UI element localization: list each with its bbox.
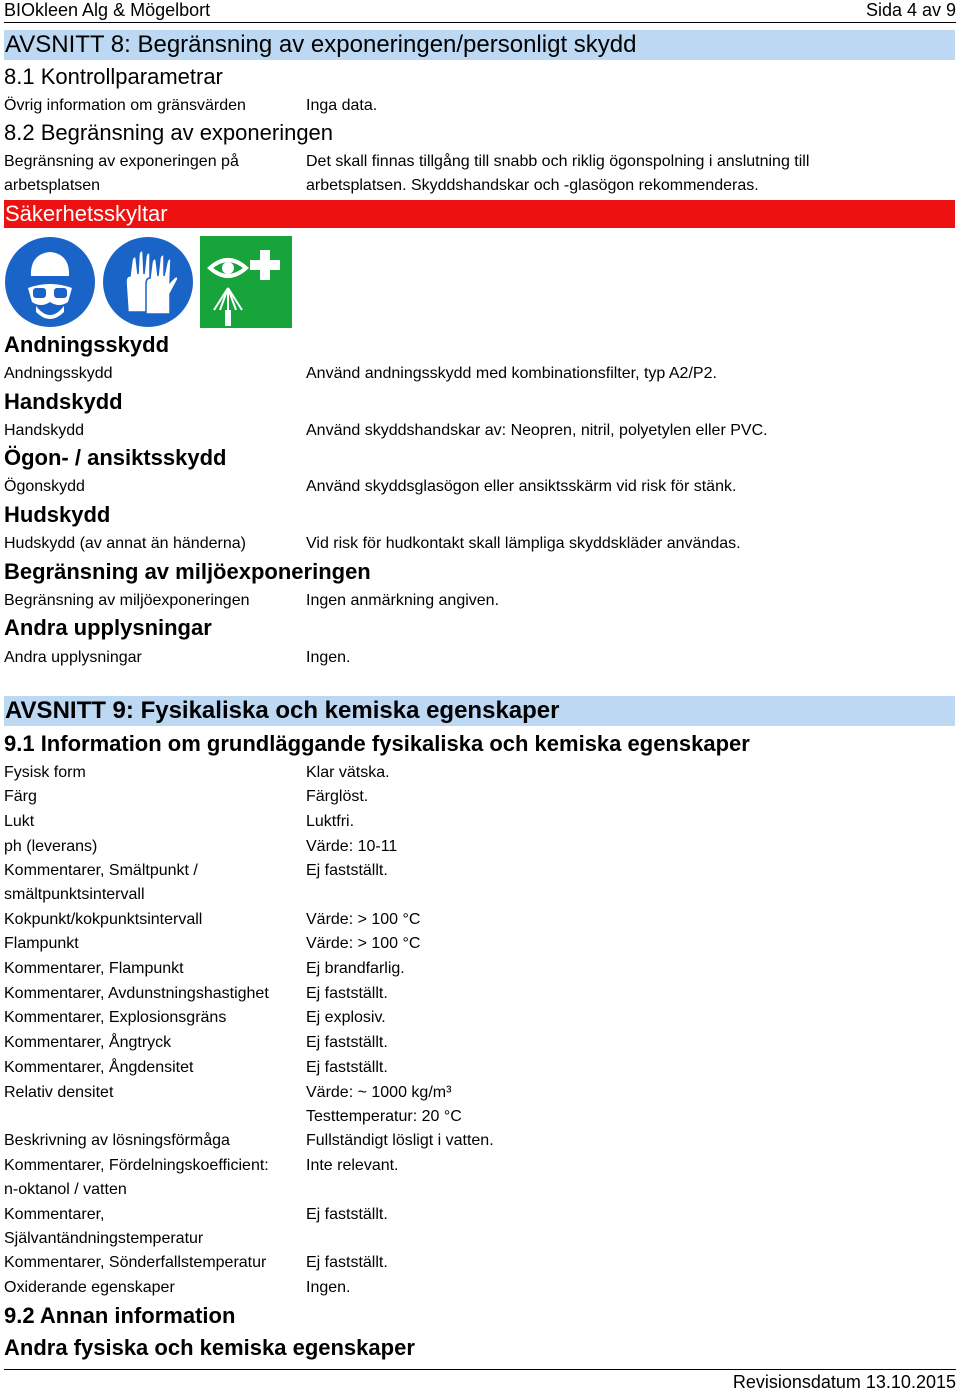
property-label: Beskrivning av lösningsförmåga <box>4 1132 230 1149</box>
property-label: Relativ densitet <box>4 1084 114 1101</box>
subsection-8-2-title: 8.2 Begränsning av exponeringen <box>4 120 334 145</box>
property-label-cont: Självantändningstemperatur <box>4 1230 204 1247</box>
heading-hand: Handskydd <box>4 389 123 414</box>
property-value: Värde: 10-11 <box>306 838 398 855</box>
property-label: Kommentarer, Fördelningskoefficient: <box>4 1157 269 1174</box>
property-value-cont: Testtemperatur: 20 °C <box>306 1108 462 1125</box>
property-value: Ej fastställt. <box>306 1206 388 1223</box>
property-value: Ej fastställt. <box>306 1059 388 1076</box>
value-eye: Använd skyddsglasögon eller ansiktsskärm vid risk för stänk. <box>306 478 737 495</box>
label-eye: Ögonskydd <box>4 478 85 495</box>
property-label: Kommentarer, <box>4 1206 105 1223</box>
goggles-mandatory-sign <box>4 236 96 328</box>
heading-other-info: Andra upplysningar <box>4 615 212 640</box>
label-limit-values: Övrig information om gränsvärden <box>4 97 246 114</box>
property-label: Kommentarer, Ångdensitet <box>4 1059 194 1076</box>
heading-respiratory: Andningsskydd <box>4 332 170 357</box>
value-skin: Vid risk för hudkontakt skall lämpliga skyddskläder användas. <box>306 535 741 552</box>
value-limit-values: Inga data. <box>306 97 378 114</box>
property-label: ph (leverans) <box>4 838 98 855</box>
property-label: Kommentarer, Explosionsgräns <box>4 1009 227 1026</box>
property-value: Ej fastställt. <box>306 1254 388 1271</box>
property-value: Ej brandfarlig. <box>306 960 405 977</box>
value-workplace-line2: arbetsplatsen. Skyddshandskar och -glasögon rekommenderas. <box>306 177 759 194</box>
section-9-title: AVSNITT 9: Fysikaliska och kemiska egenskaper <box>4 696 955 726</box>
section-8-title: AVSNITT 8: Begränsning av exponeringen/personligt skydd <box>4 30 955 60</box>
heading-eye-face: Ögon- / ansiktsskydd <box>4 445 227 470</box>
heading-skin: Hudskydd <box>4 502 111 527</box>
property-value: Ingen. <box>306 1279 351 1296</box>
value-hand: Använd skyddshandskar av: Neopren, nitril, polyetylen eller PVC. <box>306 422 768 439</box>
property-label: Oxiderande egenskaper <box>4 1279 175 1296</box>
property-value: Ej fastställt. <box>306 1034 388 1051</box>
subsection-8-1-title: 8.1 Kontrollparametrar <box>4 64 223 89</box>
property-label-cont: n-oktanol / vatten <box>4 1181 127 1198</box>
property-value: Värde: ~ 1000 kg/m³ <box>306 1084 452 1101</box>
eyewash-station-sign <box>200 236 292 328</box>
property-label-cont: smältpunktsintervall <box>4 886 145 903</box>
page-header <box>4 0 956 23</box>
property-label: Kommentarer, Sönderfallstemperatur <box>4 1254 267 1271</box>
product-name: BIOkleen Alg & Mögelbort <box>4 0 211 20</box>
property-value: Klar vätska. <box>306 764 390 781</box>
property-label: Lukt <box>4 813 35 830</box>
value-other-info: Ingen. <box>306 649 351 666</box>
property-value: Ej explosiv. <box>306 1009 386 1026</box>
gloves-mandatory-sign <box>102 236 194 328</box>
property-value: Ej fastställt. <box>306 985 388 1002</box>
value-workplace-line1: Det skall finnas tillgång till snabb och riklig ögonspolning i anslutning till <box>306 153 810 170</box>
property-label: Kommentarer, Flampunkt <box>4 960 184 977</box>
property-value: Inte relevant. <box>306 1157 399 1174</box>
property-label: Kommentarer, Avdunstningshastighet <box>4 985 269 1002</box>
property-value: Ej fastställt. <box>306 862 388 879</box>
label-workplace-line2: arbetsplatsen <box>4 177 101 194</box>
label-other-info: Andra upplysningar <box>4 649 142 666</box>
revision-date: Revisionsdatum 13.10.2015 <box>732 1372 956 1392</box>
property-value: Färglöst. <box>306 788 369 805</box>
value-respiratory: Använd andningsskydd med kombinationsfilter, typ A2/P2. <box>306 365 717 382</box>
label-respiratory: Andningsskydd <box>4 365 113 382</box>
label-hand: Handskydd <box>4 422 85 439</box>
property-label: Färg <box>4 788 37 805</box>
property-value: Fullständigt lösligt i vatten. <box>306 1132 494 1149</box>
property-label: Flampunkt <box>4 935 79 952</box>
label-skin: Hudskydd (av annat än händerna) <box>4 535 246 552</box>
safety-signs-title: Säkerhetsskyltar <box>4 200 955 228</box>
property-label: Kommentarer, Ångtryck <box>4 1034 172 1051</box>
label-workplace-line1: Begränsning av exponeringen på <box>4 153 239 170</box>
property-value: Värde: > 100 °C <box>306 911 421 928</box>
property-label: Kommentarer, Smältpunkt / <box>4 862 198 879</box>
footer-rule <box>4 1369 956 1370</box>
label-environment: Begränsning av miljöexponeringen <box>4 592 250 609</box>
value-environment: Ingen anmärkning angiven. <box>306 592 500 609</box>
property-value: Luktfri. <box>306 813 355 830</box>
property-value: Värde: > 100 °C <box>306 935 421 952</box>
property-label: Kokpunkt/kokpunktsintervall <box>4 911 203 928</box>
subsection-9-2-title: 9.2 Annan information <box>4 1303 236 1328</box>
subsection-9-1-title: 9.1 Information om grundläggande fysikaliska och kemiska egenskaper <box>4 731 750 756</box>
page-number: Sida 4 av 9 <box>865 0 956 20</box>
property-label: Fysisk form <box>4 764 86 781</box>
heading-environment: Begränsning av miljöexponeringen <box>4 559 371 584</box>
subsection-9-2-heading: Andra fysiska och kemiska egenskaper <box>4 1335 415 1360</box>
